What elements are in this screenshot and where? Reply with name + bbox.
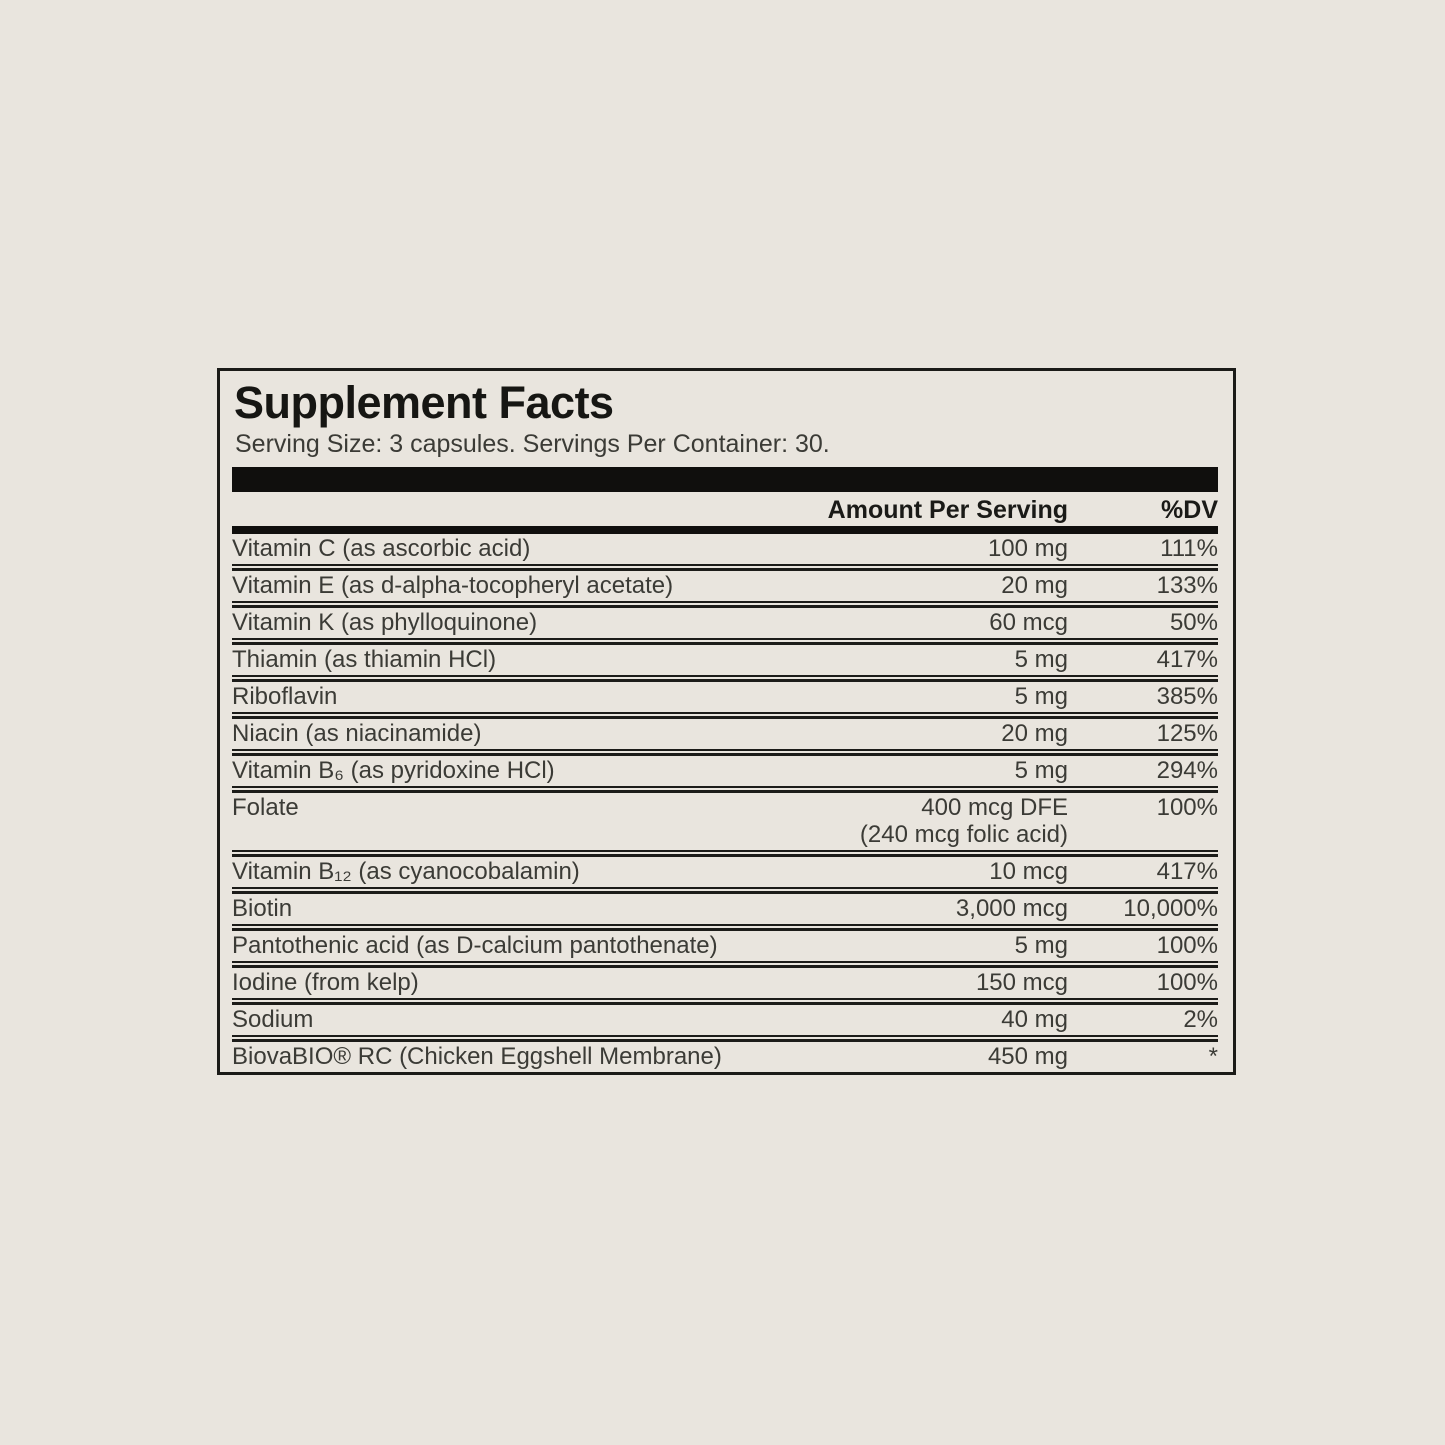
nutrient-name: Vitamin C (as ascorbic acid) [232,535,531,562]
thick-divider-bar [232,467,1218,492]
nutrient-amount [1001,1006,1068,1033]
table-row [232,894,1218,924]
nutrient-dv: 100% [1156,969,1218,996]
table-row [232,571,1218,601]
row-divider [232,675,1218,682]
nutrient-amount-line1: 150 mcg [975,969,1068,996]
serving-info: Serving Size: 3 capsules. Servings Per Container: 30. [235,430,830,458]
nutrient-name: Vitamin K (as phylloquinone) [232,609,538,636]
nutrient-amount [988,1043,1068,1070]
nutrient-amount [1015,683,1068,710]
nutrient-dv: 2% [1183,1006,1218,1033]
nutrient-name: BiovaBIO® RC (Chicken Eggshell Membrane) [232,1043,722,1070]
nutrient-amount [1001,720,1068,747]
nutrient-dv: 111% [1160,535,1218,562]
nutrient-name: Thiamin (as thiamin HCl) [232,646,497,673]
nutrient-amount-line1: 40 mg [1001,1006,1068,1033]
nutrient-amount-line2: (240 mcg folic acid) [859,821,1068,848]
nutrient-amount [1001,572,1068,599]
nutrient-dv: 100% [1156,932,1218,959]
row-divider [232,786,1218,793]
row-divider [232,998,1218,1005]
column-header-dv: %DV [1161,496,1218,524]
table-row [232,756,1218,786]
nutrient-amount-line1: 5 mg [1014,757,1068,784]
row-divider [232,850,1218,857]
table-row [232,1005,1218,1035]
nutrient-dv: 294% [1156,757,1218,784]
table-header-row [232,492,1218,526]
table-row [232,968,1218,998]
nutrient-name: Pantothenic acid (as D-calcium pantothenate) [232,932,718,959]
nutrient-amount-line1: 5 mg [1014,646,1068,673]
nutrient-dv: * [1208,1043,1218,1070]
nutrient-amount-line1: 20 mg [1001,572,1068,599]
nutrient-name: Vitamin B₁₂ (as cyanocobalamin) [232,858,580,885]
nutrient-dv: 385% [1156,683,1218,710]
table-row [232,682,1218,712]
nutrient-dv: 50% [1169,609,1218,636]
nutrient-amount-line1: 100 mg [987,535,1068,562]
nutrient-amount [1015,646,1068,673]
row-divider [232,712,1218,719]
row-divider [232,564,1218,571]
nutrient-amount-line1: 450 mg [987,1043,1068,1070]
nutrient-amount [956,895,1068,922]
column-header-amount: Amount Per Serving [827,496,1068,524]
nutrient-amount [988,535,1068,562]
row-divider [232,638,1218,645]
nutrient-name: Folate [232,794,299,821]
nutrient-amount-line1: 5 mg [1014,683,1068,710]
nutrient-amount-line1: 10 mcg [989,858,1068,885]
row-divider [232,887,1218,894]
table-row [232,534,1218,564]
row-divider [232,1035,1218,1042]
supplement-facts-panel [217,368,1236,1075]
table-row [232,1042,1218,1072]
nutrient-amount [1015,757,1068,784]
nutrient-amount [860,794,1068,848]
nutrient-name: Riboflavin [232,683,338,710]
table-row [232,793,1218,850]
nutrient-name: Sodium [232,1006,314,1033]
nutrient-dv: 100% [1156,794,1218,821]
row-divider [232,924,1218,931]
nutrient-table [232,534,1218,1072]
nutrient-name: Vitamin B₆ (as pyridoxine HCl) [232,757,555,784]
nutrient-name: Biotin [232,895,293,922]
nutrient-dv: 133% [1156,572,1218,599]
nutrient-amount [989,609,1068,636]
nutrient-name: Niacin (as niacinamide) [232,720,482,747]
nutrient-name: Vitamin E (as d-alpha-tocopheryl acetate) [232,572,674,599]
table-row [232,608,1218,638]
table-row [232,645,1218,675]
nutrient-dv: 417% [1156,646,1218,673]
nutrient-amount [1015,932,1068,959]
nutrient-amount-line1: 5 mg [1014,932,1068,959]
nutrient-amount-line1: 400 mcg DFE [921,794,1068,821]
nutrient-dv: 125% [1156,720,1218,747]
nutrient-name: Iodine (from kelp) [232,969,419,996]
row-divider [232,961,1218,968]
nutrient-amount-line1: 60 mcg [989,609,1068,636]
nutrient-dv: 417% [1156,858,1218,885]
nutrient-amount [976,969,1068,996]
table-row [232,931,1218,961]
panel-title: Supplement Facts [234,377,614,428]
row-divider [232,601,1218,608]
row-divider [232,749,1218,756]
nutrient-amount-line1: 3,000 mcg [955,895,1068,922]
table-row [232,857,1218,887]
nutrient-amount [989,858,1068,885]
thin-divider-bar [232,526,1218,534]
nutrient-amount-line1: 20 mg [1001,720,1068,747]
nutrient-dv: 10,000% [1123,895,1218,922]
table-row [232,719,1218,749]
